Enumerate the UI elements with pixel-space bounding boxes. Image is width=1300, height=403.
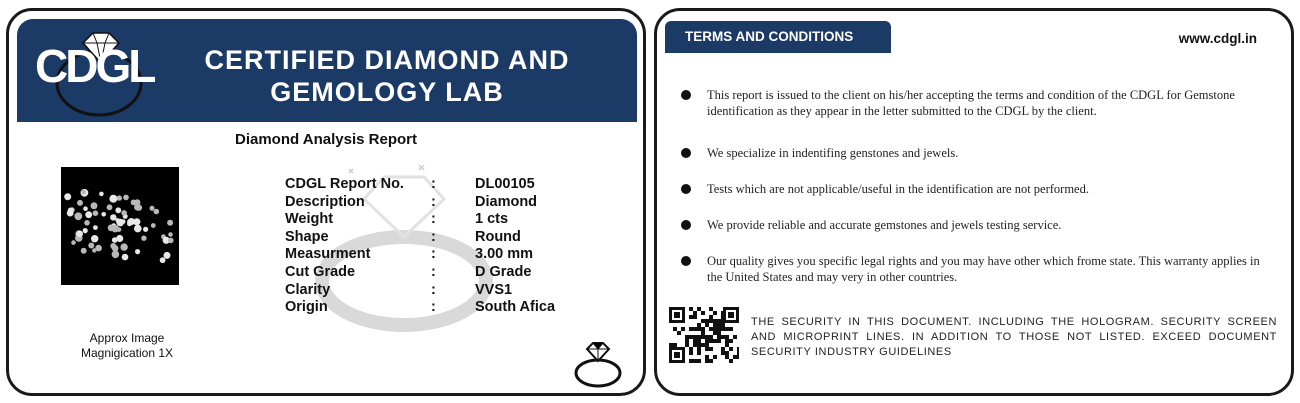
detail-separator: : [431,281,436,298]
detail-separator: : [431,246,436,263]
detail-value: Diamond [475,193,538,210]
detail-value: South Afica [475,299,556,316]
bullet-icon [681,256,691,266]
detail-row [285,264,585,282]
detail-value: VVS1 [475,281,513,298]
detail-value: DL00105 [475,176,535,192]
detail-label: Clarity [285,281,331,298]
terms-item-text: We provide reliable and accurate gemstones and jewels testing service. [707,218,1062,232]
detail-separator: : [431,193,436,210]
detail-row [285,211,585,229]
terms-list [679,87,1269,285]
terms-item-text: Our quality gives you specific legal rights and you may have other which frome state. This warranty applies in the United States and may very in other countries. [707,254,1260,284]
detail-separator: : [431,263,436,280]
header-banner [17,19,637,122]
detail-label: Shape [285,228,329,245]
detail-label: Description [285,193,365,210]
logo-text: CDGL [35,40,154,92]
image-caption: Approx Image Magnigication 1X [80,331,174,360]
terms-item [679,253,1269,285]
detail-row [285,194,585,212]
detail-label: Cut Grade [285,263,356,280]
terms-item-text: This report is issued to the client on his/her accepting the terms and condition of the CDGL for Gemstone identification as they appear in the letter submitted to the CDGL by the client. [707,88,1235,118]
detail-value: 1 cts [475,211,509,228]
certificate-back [654,8,1294,396]
detail-separator: : [431,211,436,228]
report-heading: Diamond Analysis Report [235,131,417,148]
diamond-details [285,176,585,317]
detail-value: D Grade [475,263,532,280]
ring-icon [571,339,625,389]
terms-item-text: We specialize in indentifing genstones and jewels. [707,146,959,160]
detail-row [285,246,585,264]
detail-value: Round [475,228,521,245]
detail-value: 3.00 mm [475,246,534,263]
terms-item [679,87,1269,119]
detail-row [285,229,585,247]
lab-title: CERTIFIED DIAMOND AND GEMOLOGY LAB [204,45,570,107]
detail-row [285,299,585,317]
detail-label: Origin [285,299,328,316]
detail-label: CDGL Report No. [285,176,404,192]
terms-item [679,145,1269,161]
detail-separator: : [431,176,436,192]
terms-item [679,217,1269,233]
detail-label: Weight [285,211,334,228]
detail-row [285,282,585,300]
bullet-icon [681,184,691,194]
bullet-icon [681,90,691,100]
cdgl-logo [31,29,171,119]
bullet-icon [681,220,691,230]
certificate-front [6,8,646,396]
security-notice: THE SECURITY IN THIS DOCUMENT. INCLUDING THE HOLOGRAM. SECURITY SCREEN AND MICROPRINT LINES. IN ADDITION TO THOSE NOT LISTED. EXCEED DOCUMENT SECURITY INDUSTRY GUIDELINES [751,316,1277,358]
detail-separator: : [431,228,436,245]
diamond-sample-image [61,167,179,285]
bullet-icon [681,148,691,158]
terms-item-text: Tests which are not applicable/useful in the identification are not performed. [707,182,1089,196]
terms-heading: TERMS AND CONDITIONS [665,21,891,53]
terms-item [679,181,1269,197]
qr-code-icon [669,307,739,363]
detail-separator: : [431,299,436,316]
website-url: www.cdgl.in [1178,31,1257,46]
detail-label: Measurment [285,246,371,263]
detail-row [285,176,585,194]
